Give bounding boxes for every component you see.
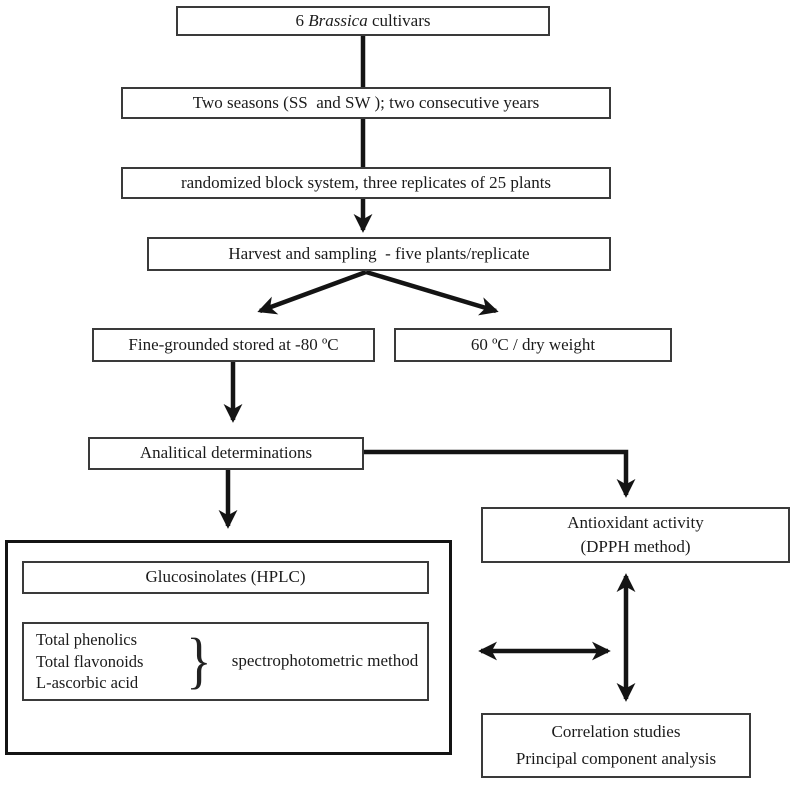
node-correlation-line1: Correlation studies — [551, 721, 681, 741]
node-dry-weight — [394, 328, 672, 362]
spectro-method-label: spectrophotometric method — [231, 651, 419, 671]
node-antioxidant-activity — [481, 507, 790, 563]
node-fine-grounded — [92, 328, 375, 362]
node-correlation-line2: Principal component analysis — [515, 748, 717, 768]
spectro-analyte-list — [36, 630, 182, 693]
node-antioxidant-activity-line1: Antioxidant activity — [567, 512, 704, 532]
node-brassica-cultivars-label: 6 Brassica cultivars — [295, 10, 431, 30]
node-antioxidant-activity-line2: (DPPH method) — [580, 537, 691, 556]
spectro-item-total-flavonoids: Total flavonoids — [36, 651, 144, 671]
node-correlation-studies — [481, 713, 751, 778]
node-dry-weight-label: 60 ºC / dry weight — [470, 334, 596, 354]
node-analytical-determinations — [88, 437, 364, 470]
node-harvest-sampling-label: Harvest and sampling - five plants/replicate — [228, 243, 530, 263]
node-brassica-cultivars — [176, 6, 550, 36]
spectro-item-l-ascorbic-acid: L-ascorbic acid — [36, 673, 139, 693]
node-glucosinolates-label: Glucosinolates (HPLC) — [145, 567, 306, 587]
node-spectrophotometric — [22, 622, 429, 701]
arrow-analytical-to-antioxidant — [364, 452, 626, 495]
species-name-italic: Brassica — [308, 10, 368, 30]
node-randomized-block — [121, 167, 611, 199]
node-randomized-block-label: randomized block system, three replicates of 25 plants — [180, 172, 552, 192]
curly-brace-glyph: } — [186, 626, 212, 695]
arrow-harvest-to-fine-grounded — [260, 272, 366, 311]
arrow-harvest-to-dry-weight — [366, 272, 496, 311]
spectro-item-total-phenolics: Total phenolics — [36, 629, 138, 649]
node-harvest-sampling — [147, 237, 611, 271]
node-fine-grounded-label: Fine-grounded stored at -80 ºC — [128, 334, 339, 354]
node-two-seasons-label: Two seasons (SS and SW ); two consecutive years — [192, 92, 540, 112]
node-two-seasons — [121, 87, 611, 119]
node-analytical-determinations-label: Analitical determinations — [139, 443, 313, 463]
node-glucosinolates — [22, 561, 429, 594]
